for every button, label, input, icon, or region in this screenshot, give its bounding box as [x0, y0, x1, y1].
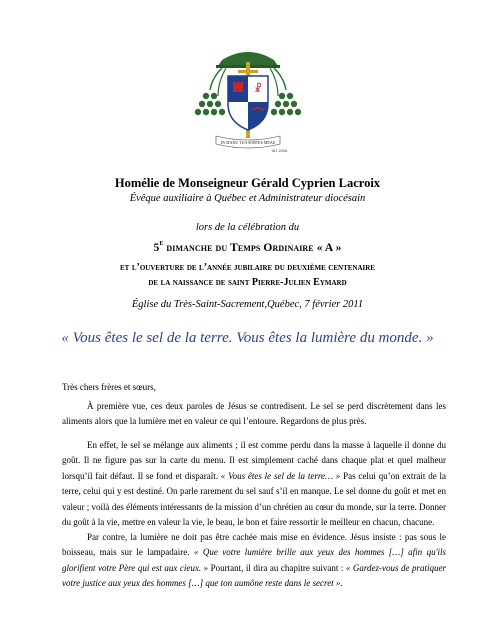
sunday-heading — [0, 242, 495, 254]
sunday-number: 5 — [153, 242, 160, 254]
coat-credit: MJ 2006 — [272, 148, 288, 153]
celebration-line: lors de la célébration du — [195, 222, 300, 233]
sunday-text-2: Temps Ordinaire — [230, 242, 314, 254]
paragraph-1 — [62, 399, 446, 430]
homily-subtitle: Évêque auxiliaire à Québec et Administrateur diocésain — [129, 193, 366, 204]
motto-text: IN MANU TUA SORTES MEAE — [220, 140, 276, 145]
church-date-line: Église du Très-Saint-Sacrement,Québec, 7 février 2011 — [131, 299, 364, 310]
paragraph-1-text: À première vue, ces deux paroles de Jésus se contredisent. Le sel se perd discrètement dans les aliments alors que la lumière met en valeur ce qui l’entoure. Regardons de plus près. — [62, 401, 446, 427]
paragraph-3-text-c: . — [340, 578, 343, 589]
jubilee-line-1: et l’ouverture de l’année jubilaire du deuxième centenaire — [120, 262, 375, 273]
svg-text:☧: ☧ — [254, 84, 262, 95]
paragraph-3-text-a: Par contre, la lumière ne doit pas être cachée mais mise en évidence. Jésus insiste : pas sous le boisseau, mais sur le lampadaire. — [62, 532, 446, 558]
jubilee-line-2: de la naissance de saint Pierre-Julien Eymard — [148, 277, 347, 288]
homily-title: Homélie de Monseigneur Gérald Cyprien Lacroix — [114, 176, 381, 190]
paragraph-2-text-b: Pas celui qu’on extrait de la terre, celui qui y est destiné. On parle rarement du sel sauf s’il en manque. Le sel donne du goût et met en valeur ; voilà des éléments intéressants de la mission d’un chrétien au cœur du monde, sur la terre. Donner du goût à la vie, mettre en valeur la vie, le beau, le bon et faire ressortir le meilleur en chacun, chacune. — [62, 470, 446, 528]
coat-of-arms-emblem — [192, 38, 304, 160]
salutation-text: Très chers frères et sœurs, — [62, 382, 156, 392]
paragraph-3-quote-2: « Gardez-vous de pratiquer votre justice aux yeux des hommes […] que ton aumône reste dans le secret » — [62, 562, 447, 589]
paragraph-2 — [62, 438, 446, 530]
paragraph-3-quote-1: « Que votre lumière brille aux yeux des hommes […] afin qu'ils glorifient votre Père qui est aux cieux. » — [62, 547, 446, 573]
sunday-text-3: « A » — [313, 242, 342, 254]
salutation — [62, 380, 446, 395]
paragraph-2-quote: « Vous êtes le sel de la terre… » — [220, 470, 341, 481]
sunday-text-1: dimanche du — [163, 242, 231, 254]
paragraph-3-text-b: Pourtant, il dira au chapitre suivant : — [208, 562, 346, 573]
scripture-quote: « Vous êtes le sel de la terre. Vous êtes la lumière du monde. » — [61, 330, 434, 346]
sunday-superscript: E — [159, 241, 164, 247]
paragraph-3 — [62, 530, 446, 592]
paragraph-2-text-a: En effet, le sel se mélange aux aliments ; il est comme perdu dans la masse à laquelle il donne du goût. Il ne figure pas sur la carte du menu. Il est simplement caché dans chaque plat et quel malheur lorsqu’il fait défaut. Il se fond et disparaît. — [62, 440, 446, 481]
